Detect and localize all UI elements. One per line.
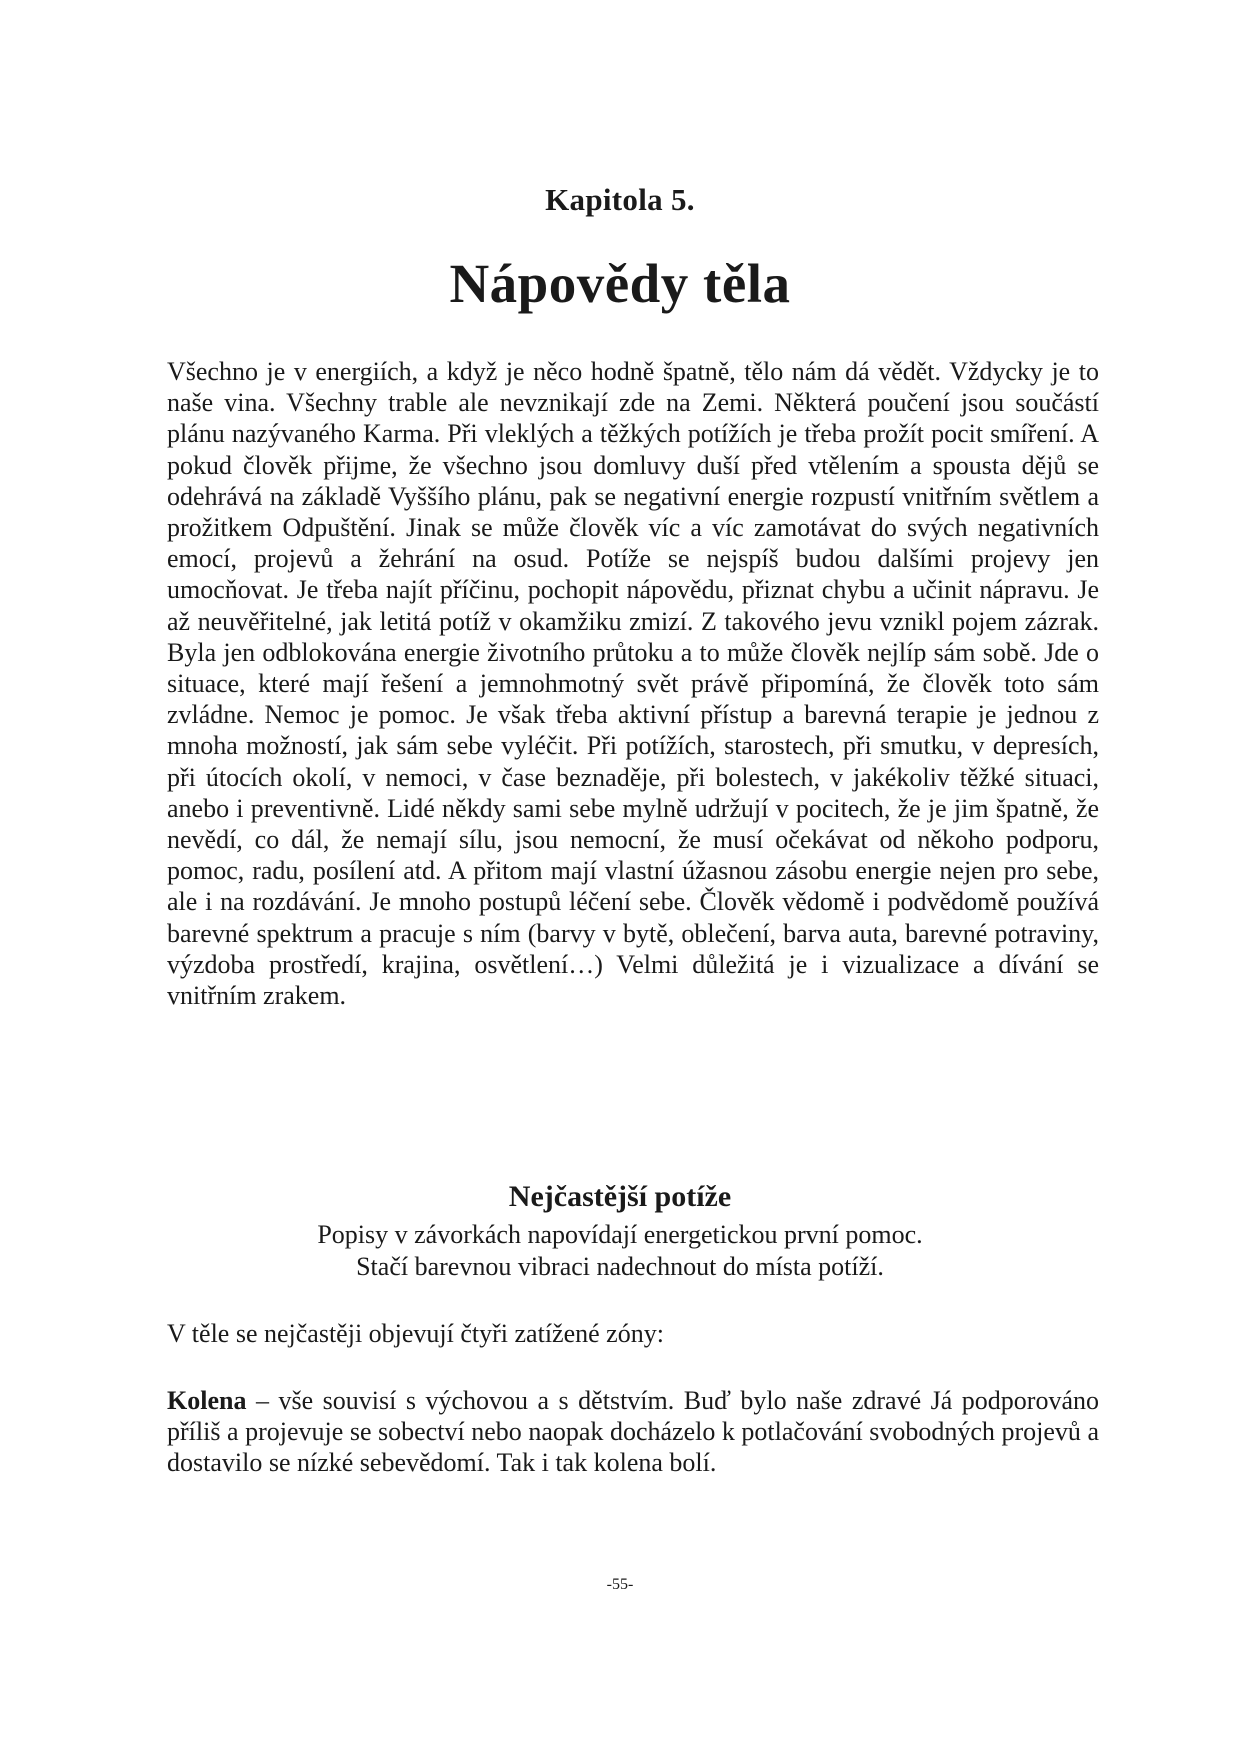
intro-paragraph: Všechno je v energiích, a když je něco hodně špatně, tělo nám dá vědět. Vždycky je to naše vina. Všechny trable ale nevznikají zde na Zemi. Některá poučení jsou součástí plánu nazývaného Karma. Při vleklých a těžkých potížích je třeba prožít pocit smíření. A pokud člověk přijme, že všechno jsou domluvy duší před vtělením a spousta dějů se odehrává na základě Vyššího plánu, pak se negativní energie rozpustí vnitřním světlem a prožitkem Odpuštění. Jinak se může člověk víc a víc zamotávat do svých negativních emocí, projevů a žehrání na osud. Potíže se nejspíš budou dalšími projevy jen umocňovat. Je třeba najít příčinu, pochopit nápovědu, přiznat chybu a učinit nápravu. Je až neuvěřitelné, jak letitá potíž v okamžiku zmizí. Z takového jevu vznikl pojem zázrak. Byla jen odblokována energie životního průtoku a to může člověk nejlíp sám sobě. Jde o situace, které mají řešení a jemnohmotný svět právě připomíná, že člověk toto sám zvládne. Nemoc je pomoc. Je však třeba aktivní přístup a barevná terapie je jednou z mnoha možností, jak sám sebe vyléčit. Při potížích, starostech, při smutku, v depresích, při útocích okolí, v nemoci, v čase beznaděje, při bolestech, v jakékoliv těžké situaci, anebo i preventivně. Lidé někdy sami sebe mylně udržují v pocitech, že je jim špatně, že nevědí, co dál, že nemají sílu, jsou nemocní, že musí očekávat od někoho podporu, pomoc, radu, posílení atd. A přitom mají vlastní úžasnou zásobu energie nejen pro sebe, ale i na rozdávání. Je mnoho postupů léčení sebe. Člověk vědomě i podvědomě používá barevné spektrum a pracuje s ním (barvy v bytě, oblečení, barva auta, barevné potraviny, výzdoba prostředí, krajina, osvětlení…) Velmi důležitá je i vizualizace a dívání se vnitřním zrakem. <box>167 357 1099 1011</box>
section-subline-2: Stačí barevnou vibraci nadechnout do místa potíží. <box>356 1252 884 1281</box>
kolena-paragraph <box>167 1385 1099 1479</box>
kolena-text: – vše souvisí s výchovou a s dětstvím. Buď bylo naše zdravé Já podporováno příliš a projevuje se sobectví nebo naopak docházelo k potlačování svobodných projevů a dostavilo se nízké sebevědomí. Tak i tak kolena bolí. <box>167 1386 1099 1478</box>
kolena-term: Kolena <box>167 1386 247 1415</box>
section-subline-1: Popisy v závorkách napovídají energetickou první pomoc. <box>317 1220 923 1249</box>
chapter-title: Nápovědy těla <box>449 253 791 314</box>
zones-intro-paragraph: V těle se nejčastěji objevují čtyři zatížené zóny: <box>167 1319 664 1348</box>
page-number: -55- <box>606 1576 634 1593</box>
section-heading: Nejčastější potíže <box>508 1180 732 1213</box>
chapter-label: Kapitola 5. <box>545 182 695 217</box>
